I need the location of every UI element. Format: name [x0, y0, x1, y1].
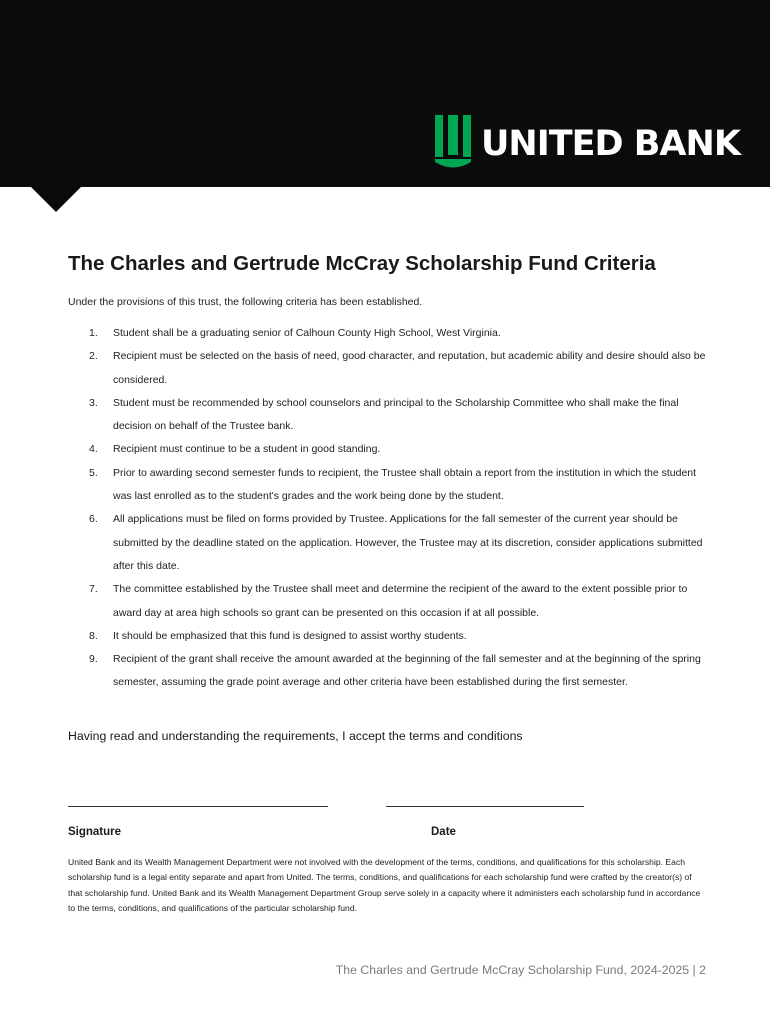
criteria-item: [68, 462, 708, 509]
criteria-text: Recipient of the grant shall receive the amount awarded at the beginning of the fall semester and at the beginning of the spring semester, assuming the grade point average and other criteria have been established during the first semester.: [113, 653, 701, 689]
criteria-item: [68, 392, 708, 439]
signature-label: Signature: [68, 826, 122, 838]
criteria-text: Recipient must continue to be a student in good standing.: [113, 443, 381, 456]
criteria-number: 2.: [89, 350, 98, 363]
criteria-text: Student shall be a graduating senior of Calhoun County High School, West Virginia.: [113, 327, 501, 339]
united-bank-logo-icon: [435, 115, 471, 173]
criteria-item: [68, 345, 708, 392]
page-footer: The Charles and Gertrude McCray Scholarship Fund, 2024-2025 | 2: [335, 963, 706, 977]
criteria-item: [68, 322, 708, 345]
criteria-item: [68, 648, 708, 695]
united-bank-logo: [435, 114, 740, 174]
criteria-item: [68, 578, 708, 625]
criteria-text: The committee established by the Trustee shall meet and determine the recipient of the award to the extent possible prior to award day at area high schools so grant can be presented on this occasion if at all possible.: [113, 583, 688, 619]
header-notch: [31, 187, 81, 212]
criteria-text: All applications must be filed on forms provided by Trustee. Applications for the fall semester of the current year should be submitted by the deadline stated on the application. However, the Trustee may at its discretion, consider applications submitted after this date.: [113, 513, 703, 572]
intro-text: Under the provisions of this trust, the following criteria has been established.: [68, 296, 423, 308]
criteria-number: 8.: [89, 629, 98, 642]
criteria-number: 9.: [89, 653, 98, 666]
criteria-item: [68, 438, 708, 461]
criteria-item: [68, 508, 708, 578]
acceptance-statement: Having read and understanding the requirements, I accept the terms and conditions: [68, 729, 523, 743]
criteria-text: Student must be recommended by school counselors and principal to the Scholarship Committee who shall make the final decision on behalf of the Trustee bank.: [113, 396, 679, 433]
brand-name: UNITED BANK: [481, 123, 740, 164]
date-line[interactable]: [386, 806, 584, 807]
criteria-text: Prior to awarding second semester funds to recipient, the Trustee shall obtain a report from the institution in which the student was last enrolled as to the student's grades and the work being done by the student.: [113, 466, 697, 503]
criteria-number: 3.: [89, 396, 98, 409]
disclaimer-text: United Bank and its Wealth Management Department were not involved with the development of the terms, conditions, and qualifications for this scholarship. Each scholarship fund is a legal entity separate and apart from United. The terms, conditions, and qualifications for each scholarship fund were crafted by the creator(s) of that scholarship fund. United Bank and its Wealth Management Department Group serve solely in a capacity where it administers each scholarship fund in accordance to the terms, conditions, and qualifications of the particular scholarship fund.: [68, 857, 701, 914]
date-label: Date: [431, 826, 456, 838]
criteria-text: It should be emphasized that this fund is designed to assist worthy students.: [113, 629, 467, 642]
signature-line[interactable]: [68, 806, 328, 807]
criteria-number: 7.: [89, 583, 98, 596]
criteria-number: 1.: [89, 327, 98, 339]
criteria-item: [68, 625, 708, 648]
criteria-text: Recipient must be selected on the basis of need, good character, and reputation, but academic ability and desire should also be considered.: [113, 350, 706, 386]
document-title: The Charles and Gertrude McCray Scholarship Fund Criteria: [68, 252, 656, 275]
criteria-number: 4.: [89, 443, 98, 456]
criteria-list: [68, 322, 708, 695]
criteria-number: 6.: [89, 513, 98, 526]
criteria-number: 5.: [89, 466, 98, 479]
